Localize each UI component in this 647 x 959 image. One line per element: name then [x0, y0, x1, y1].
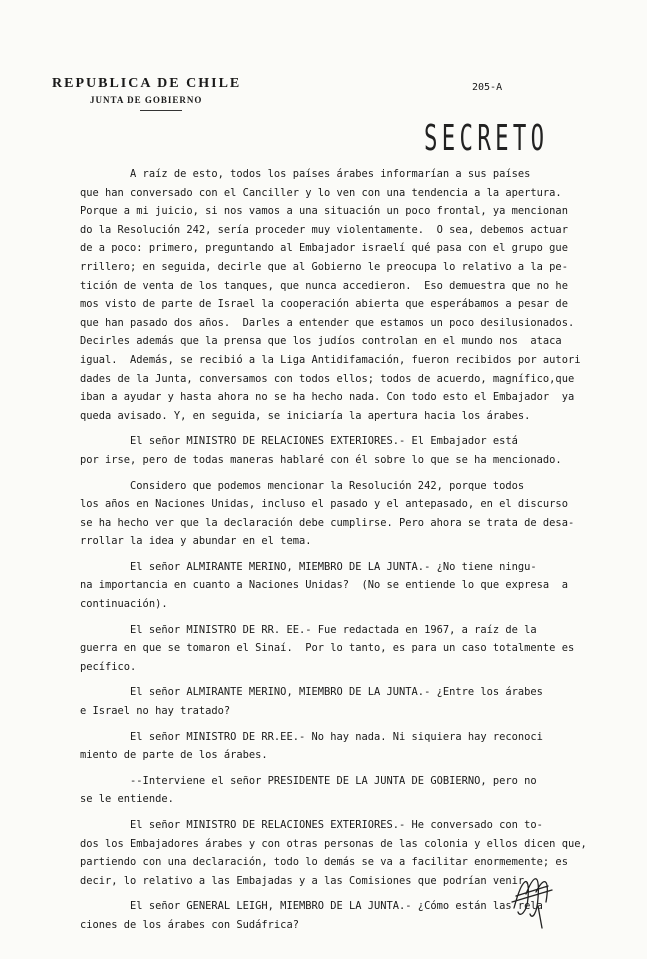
- text-line: de a poco: primero, preguntando al Embajador israelí qué pasa con el grupo gue: [80, 242, 568, 255]
- paragraph: [80, 728, 580, 765]
- text-line: tición de venta de los tanques, que nunca accedieron. Eso demuestra que no he: [80, 279, 568, 292]
- paragraph-gap: [80, 676, 580, 683]
- letterhead-subtitle: JUNTA DE GOBIERNO: [90, 95, 203, 105]
- text-line: Decirles además que la prensa que los judíos controlan en el mundo nos ataca: [80, 335, 562, 348]
- text-line: queda avisado. Y, en seguida, se iniciaría la apertura hacia los árabes.: [80, 409, 531, 422]
- text-line: por irse, pero de todas maneras hablaré con él sobre lo que se ha mencionado.: [80, 453, 562, 466]
- text-line: se ha hecho ver que la declaración debe cumplirse. Pero ahora se trata de desa-: [80, 516, 575, 529]
- letterhead-title: REPUBLICA DE CHILE: [52, 76, 242, 91]
- text-line: mos visto de parte de Israel la cooperación abierta que esperábamos a pesar de: [80, 298, 568, 311]
- text-line: El señor ALMIRANTE MERINO, MIEMBRO DE LA JUNTA.- ¿No tiene ningu-: [80, 560, 537, 573]
- transcript-body: [80, 165, 587, 935]
- text-line: dos los Embajadores árabes y con otras personas de las colonia y ellos dicen que,: [80, 837, 587, 850]
- paragraph-gap: [80, 470, 580, 477]
- paragraph: [80, 897, 580, 934]
- paragraph: [80, 816, 587, 890]
- secret-stamp: SECRETO: [424, 118, 549, 159]
- text-line: El señor MINISTRO DE RELACIONES EXTERIORES.- He conversado con to-: [80, 819, 543, 831]
- paragraph: [80, 432, 580, 469]
- paragraph-gap: [80, 809, 580, 816]
- text-line: na importancia en cuanto a Naciones Unidas? (No se entiende lo que expresa a: [80, 579, 568, 592]
- text-line: El señor ALMIRANTE MERINO, MIEMBRO DE LA JUNTA.- ¿Entre los árabes: [80, 686, 543, 699]
- text-line: pecífico.: [80, 660, 137, 673]
- paragraph-gap: [80, 890, 580, 897]
- text-line: los años en Naciones Unidas, incluso el pasado y el antepasado, en el discurso: [80, 498, 568, 511]
- text-line: El señor GENERAL LEIGH, MIEMBRO DE LA JUNTA.- ¿Cómo están las rela: [80, 900, 543, 913]
- text-line: iban a ayudar y hasta ahora no se ha hecho nada. Con todo esto el Embajador ya: [80, 391, 575, 404]
- paragraph-gap: [80, 614, 580, 621]
- text-line: decir, lo relativo a las Embajadas y a las Comisiones que podrían venir.: [80, 874, 531, 887]
- text-line: El señor MINISTRO DE RR. EE.- Fue redactada en 1967, a raíz de la: [80, 623, 537, 636]
- text-line: do la Resolución 242, sería proceder muy violentamente. O sea, debemos actuar: [80, 223, 568, 236]
- text-line: e Israel no hay tratado?: [80, 705, 231, 718]
- text-line: continuación).: [80, 598, 168, 611]
- text-line: rrollar la idea y abundar en el tema.: [80, 535, 312, 548]
- paragraph-gap: [80, 765, 580, 772]
- text-line: igual. Además, se recibió a la Liga Antidifamación, fueron recibidos por autori: [80, 353, 581, 366]
- text-line: A raíz de esto, todos los países árabes informarían a sus países: [80, 168, 531, 180]
- paragraph: [80, 477, 580, 551]
- text-line: El señor MINISTRO DE RR.EE.- No hay nada. Ni siquiera hay reconoci: [80, 730, 543, 743]
- text-line: que han pasado dos años. Darles a entender que estamos un poco desilusionados.: [80, 316, 575, 329]
- text-line: rrillero; en seguida, decirle que al Gobierno le preocupa lo relativo a la pe-: [80, 260, 568, 273]
- text-line: ciones de los árabes con Sudáfrica?: [80, 918, 299, 931]
- letterhead-underline: [140, 110, 182, 111]
- text-line: dades de la Junta, conversamos con todos ellos; todos de acuerdo, magnífico,que: [80, 372, 575, 385]
- paragraph-gap: [80, 551, 580, 558]
- paragraph-gap: [80, 721, 580, 728]
- paragraph-gap: [80, 425, 580, 432]
- handwritten-signature-icon: [508, 868, 554, 930]
- text-line: Porque a mi juicio, si nos vamos a una situación un poco frontal, ya mencionan: [80, 205, 568, 218]
- text-line: partiendo con una declaración, todo lo demás se va a facilitar enormemente; es: [80, 856, 568, 869]
- paragraph: [80, 558, 580, 614]
- paragraph: [80, 683, 580, 720]
- text-line: El señor MINISTRO DE RELACIONES EXTERIORES.- El Embajador está: [80, 435, 518, 448]
- text-line: Considero que podemos mencionar la Resolución 242, porque todos: [80, 479, 525, 492]
- text-line: que han conversado con el Canciller y lo ven con una tendencia a la apertura.: [80, 186, 562, 199]
- text-line: guerra en que se tomaron el Sinaí. Por lo tanto, es para un caso totalmente es: [80, 642, 575, 655]
- page-number: 205-A: [472, 82, 503, 93]
- paragraph: [80, 165, 580, 425]
- text-line: se le entiende.: [80, 793, 174, 806]
- text-line: miento de parte de los árabes.: [80, 749, 268, 762]
- text-line: --Interviene el señor PRESIDENTE DE LA JUNTA DE GOBIERNO, pero no: [80, 774, 537, 787]
- paragraph: [80, 621, 580, 677]
- paragraph: [80, 772, 580, 809]
